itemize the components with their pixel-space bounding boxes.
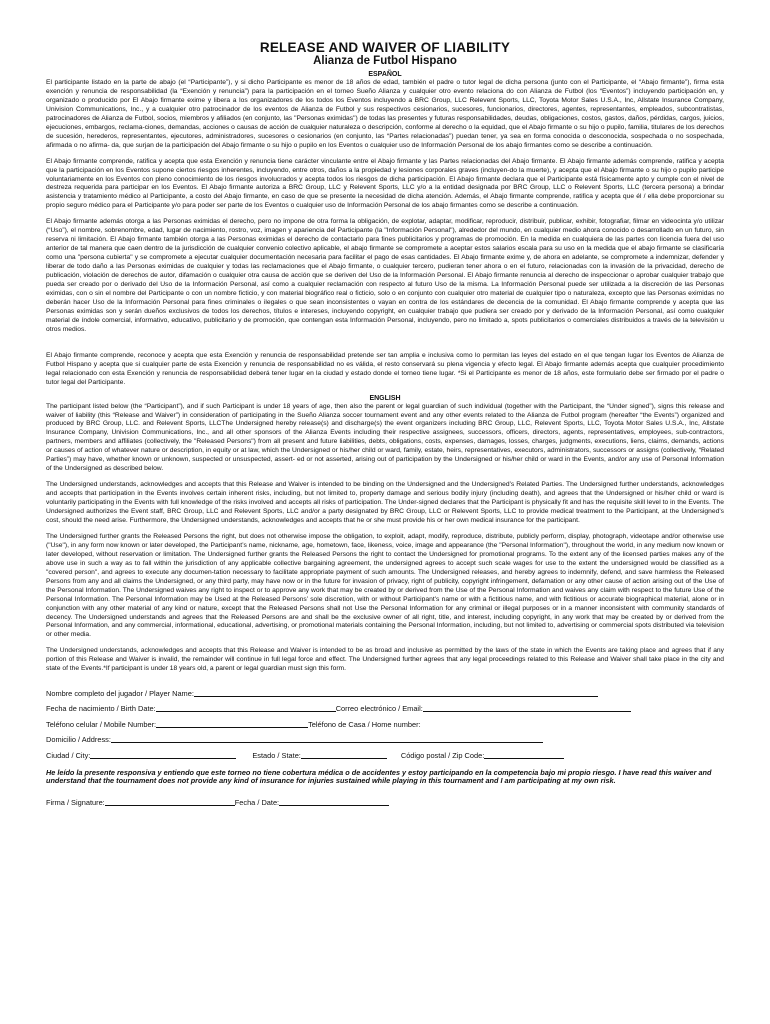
city-field[interactable] — [90, 750, 236, 759]
document-title: RELEASE AND WAIVER OF LIABILITY — [259, 40, 511, 55]
player-name-label: Nombre completo del jugador / Player Name: — [46, 688, 194, 698]
spanish-paragraph-4: El Abajo firmante comprende, reconoce y acepta que esta Exención y renuncia de responsabilidad pretende ser tan amplia e inclusiva como lo permitan las leyes del estado en el que tengan lugar los Eventos de Alianza de Futbol Hispano y acepta que si cualquier parte de esta Exención y renuncia de responsabilidad no es válida, el resto conservará su plena vigencia y efecto legal. El Abajo firmante además acepta que cualquier procedimiento legal relacionado con esta Exención y renuncia de responsabilidad deberá tener lugar en la ciudad y estado donde el torneo tiene lugar. *Si el Participante es menor de 18 años, este formulario debe ser firmado por el padre o tutor legal del Participante. — [46, 351, 724, 386]
signature-field[interactable] — [105, 797, 235, 806]
date-label: Fecha / Date: — [234, 797, 280, 807]
home-number-label: Teléfono de Casa / Home number: — [308, 719, 421, 729]
address-field[interactable] — [111, 734, 543, 743]
state-field[interactable] — [301, 750, 387, 759]
birth-email-row — [46, 698, 724, 714]
zip-field[interactable] — [484, 750, 564, 759]
signature-label: Firma / Signature: — [46, 797, 105, 807]
mobile-label: Teléfono celular / Mobile Number: — [46, 719, 157, 729]
address-label: Domicilio / Address: — [46, 735, 111, 745]
date-field[interactable] — [279, 797, 389, 806]
address-row — [46, 729, 724, 745]
registration-fields — [46, 682, 724, 760]
spanish-paragraph-2: El Abajo firmante comprende, ratifica y acepta que esta Exención y renuncia tiene carácter vinculante entre el Abajo firmante y las Partes relacionadas del Abajo firmante. El Abajo firmante además comprende, ratifica y acepta que la participación en los Eventos supone ciertos riesgos inherentes, incluyendo, entre otros, daños a la propiedad y lesiones corporales graves (incluyen-do la muerte), y acepta que el Abajo firmante o su hijo o pupilo participe voluntariamente en los Eventos con pleno conocimiento de los riesgos involucrados y acepta todos los riesgos de dicha participación. El Abajo firmante declara que el Participante está físicamente apto y cumple con el nivel de destreza requerida para participar en los Eventos. El Abajo firmante autoriza a BRC Group, LLC y Relevent Sports, LLC y/o a la entidad designada por BRC Group, LLC o Relevent Sports, LLC (tercera persona) a brindar asistencia y tratamiento médico al Participante, a costo del Abajo firmante, en caso de que se presente la necesidad de dicha atención. Además, el Abajo firmante comprende, ratifica y acepta que él / ella debe proporcionar su propio seguro médico para el Participante y/o para poder ser parte de los Eventos o cualquier uso de Información Personal de los abajo firmantes como se describe a continuación. — [46, 157, 724, 210]
birth-date-field[interactable] — [156, 703, 336, 712]
player-name-field[interactable] — [194, 688, 598, 697]
city-label: Ciudad / City: — [46, 750, 91, 760]
risk-acknowledgement: He leído la presente responsiva y entiendo que este torneo no tiene cobertura médica o de accidentes y estoy participando en la competencia bajo mi propio riesgo. I have read this waiver and understand that the tournament does not provide any kind of insurance for injuries sustained while playing in this tournament and I am participating at my own risk. — [46, 767, 712, 786]
player-name-row — [46, 682, 724, 698]
city-state-zip-row — [46, 744, 724, 760]
birth-date-label: Fecha de nacimiento / Birth Date: — [46, 704, 156, 714]
english-paragraph-4: The Undersigned understands, acknowledges and accepts that this Release and Waiver is intended to be as broad and inclusive as permitted by the laws of the state in which the Events are taking place and agrees that if any portion of this Release and Waiver is invalid, the remainder will continue in full legal force and effect. The Undersigned further agrees that any legal proceedings related to this Release and Waiver shall take place in the city and state of the Events.*If participant is under 18 years old, a parent or legal guardian must sign this form. — [46, 647, 724, 673]
phone-row — [46, 713, 724, 729]
state-label: Estado / State: — [252, 750, 301, 760]
spanish-heading: ESPAÑOL — [368, 71, 402, 78]
spanish-paragraph-1: El participante listado en la parte de abajo (el “Participante”), y si dicho Participante es menor de 18 años de edad, también el padre o tutor legal de dicha persona (junto con el Participante, el “Abajo firmante”), firma esta exención y renuncia de responsabilidad (la “Exención y renuncia”) para la participación en el torneo Sueño Alianza y cualquier otro evento relaciona do con Alianza de Futbol (los “Eventos”) incluyendo participación en, y organizado o producido por El Abajo firmante exime y libera a los organizadores de los todos los Eventos incluyendo a BRC Group, LLC Relevent Sports, LLC, Toyota Motor Sales U.S.A., Inc, Allstate Insurance Company, Univision Communications, Inc., y a cualquier otro patrocinador de los eventos de Alianza de Futbol y sus respectivos cesionarios, sucesores, funcionarios, directores, agentes, representantes, empleados, subcontratistas, patrocinadores de Alianza de Futbol, socios, miembros y afiliados (en conjunto, las "Personas eximidas") de todas las presentes y futuras responsabilidades, deudas, obligaciones, costos, gastos, daños, pérdidas, cargos, juicios, ejecuciones, embargos, reclama-ciones, demandas, acciones o causas de acción de cualquier naturaleza o descripción, conforme al derecho o la equidad, que el Abajo firmante o su hijo o pupilo, familia, titulares de los derechos de sucesión, herederos, representantes, ejecutores, administradores, sucesores o cesionarios (en conjunto, las “Partes relacionadas”) puedan tener, ya sea en forma conocida o desconocida, sospechada o no sospechada, afirmada o no afirma- da, que surjan de la participación del Abajo firmante o su hijo o pupilo en los Eventos o cualquier uso de Información Personal de los abajo firmantes como se describe a continuación. — [46, 79, 724, 149]
document-subtitle: Alianza de Futbol Hispano — [313, 55, 457, 67]
email-field[interactable] — [423, 703, 631, 712]
english-paragraph-1: The participant listed below (the “Participant”), and if such Participant is under 18 years of age, then also the parent or legal guardian of such individual (together with the Participant, the “Under signed”), signs this release and waiver of liability (this “Release and Waiver”) in consideration of participating in the Sueño Alianza soccer tournament event and any other events related to the Alianza de Futbol program (hereafter “the Events”) organized and produced by BRC Group, LLC. and Relevent Sports, LLCThe Undersigned hereby release(s) and discharge(s) the event organizers including BRC Group, LLC, Relevent Sports, LLC, Toyota Motor Sales U.S.A., Inc, Allstate Insurance Company, Univision Communications, Inc., and all other sponsors of the Alianza Events including their respective assignees, successors, officers, directors, agents, representatives, employees, sub-contractors, partners, members and affiliates (collectively, the "Released Persons") from all present and future liabilities, debts, obligations, costs, expenses, damages, losses, charges, judgments, executions, liens, claims, demands, actions or causes of action of whatever nature or description, in equity or at law, which the Undersigned or his/her child or ward, family, estate, heirs, representatives, executors, administrators, successors or assigns (collectively, “Related Parties”) may have, whether known or unknown, suspected or unsuspected, assert- ed or not asserted, arising out of participation by the Undersigned or his/her child or ward in the Events, and/or any use of Personal Information of the Undersigned as described below. — [46, 402, 724, 473]
english-paragraph-3: The Undersigned further grants the Released Persons the right, but does not otherwise impose the obligation, to exploit, adapt, modify, reproduce, distribute, publicly perform, display, photograph, videotape and/or otherwise use ("Use"), in any form now known or later developed, the Participant’s name, nickname, age, hometown, face, likeness, voice, image and appearance (the "Personal Information"), throughout the world, in any medium now known or later developed, without reservation or limitation. The Undersigned further grants the Released Persons the right to contact the Undersigned for promotional programs. To the extent any of the licensed parties makes any of the above use in such a way as to fall within the jurisdiction of any applicable collective bargaining agreement, the undersigned agrees to accept such scale wages for use to the extent the undersigned would be classified as a "covered person", and agrees to execute any documen-tation necessary to facilitate appropriate payment of such amounts. The Undersigned releases, and hereby agrees to indemnify, defend, and save harmless the Released Persons from any and all claims the Undersigned, or any third party, may have now or in the future for invasion of privacy, right of publicity, copyright infringement, defamation or any other cause of action arising out of the Use of the Personal Information. The Undersigned waives any right to inspect or to approve any work that may be created by or derived from the Use of the Personal Information and waives any claim with respect to the future Use of the Personal Information. The Personal Information may be Used at the Released Persons’ sole discretion, with or without Participant’s name or with a fictitious name, and with fictitious or accurate biographical material, alone or in conjunction with any other material of any kind or nature, except that the Released Persons shall not Use the Personal Information for any criminal or illegal purposes or in a manner inconsistent with community standards of decency. The Undersigned understands and agrees that the Released Persons are and shall be the exclusive owner of all right, title, and interest, including copyright, in any work that may be created by or derived from the Personal Information, and any commercial, informational, educational, advertising, or promotional materials containing the Personal Information, including, but not limited to, advertising or commercial spots distributed via television or other media. — [46, 532, 724, 639]
spanish-paragraph-3: El Abajo firmante además otorga a las Personas eximidas el derecho, pero no impone de otra forma la obligación, de explotar, adaptar, modificar, reproducir, distribuir, publicar, exhibir, fotografiar, filmar en videocinta y/o utilizar (“Uso”), el nombre, sobrenombre, edad, lugar de nacimiento, rostro, voz, imagen y apariencia del Participante (la "Información Personal"), alrededor del mundo, en cualquier medio ahora conocido o desarrollado en un futuro, sin reserva ni limitación. El Abajo firmante también otorga a las Personas eximidas el derecho de contactarlo para fines publicitarios y programas de promoción. En la medida en cualquiera de las partes con licencia fuera del uso anterior de tal manera que caen dentro de la jurisdicción de cualquier convenio colectivo aplicable, el abajo firmante se compromete a aceptar estos salarios escala para su uso en la medida que el abajo firmante se clasificaría como una "persona cubierta" y se compromete a ejecutar cualquier documentación necesaria para facilitar el pago de esas cantidades. El Abajo firmante exime y, de ahora en adelante, se compromete a indemnizar, defender y liberar de todo daño a las Personas eximidas de cualquier y todas las reclamaciones que el Abajo firmante, o cualquier tercero, pudieran tener ahora o en el futuro, relacionadas con la invasión de la privacidad, derecho de publicación, violación de derechos de autor, difamación o cualquier otra causa de acción que se deriven del Uso de la Información Personal. El Abajo firmante renuncia al derecho de inspeccionar o aprobar cualquier trabajo que pueda ser creado por o derivado del Uso de la Información Personal, así como a cualquier reclamación con respecto al futuro Uso de la misma. La Información Personal puede ser utilizada a la discreción de las Personas eximidas, con o sin el nombre del Participante o con un nombre ficticio, y con material biográfico real o ficticio, solo o en conjunto con cualquier otro material de cualquier tipo o naturaleza, excepto que las Personas eximidas no deberán hacer Uso de la Información Personal para fines criminales o ilegales o que sean inconsistentes o vayan en contra de los estándares de decencia de la comunidad. El Abajo firmante comprende y acepta que las Personas eximidas son y serán dueños exclusivos de todos los derechos, títulos e intereses, incluyendo copyright, en cualquier trabajo que pudiera ser creado por y derivado de la Información Personal, así como cualquier material de índole comercial, informativo, educativo, publicitario y de promoción, que contengan esta Información Personal, incluyendo, pero no limitado a, spots publicitarios o comerciales distribuidos a través de la televisión u otros medios. — [46, 218, 724, 333]
english-paragraph-2: The Undersigned understands, acknowledges and accepts that this Release and Waiver is intended to be binding on the Undersigned and the Undersigned’s Related Parties. The Undersigned further understands, acknowledges and accepts that participation in the Events involves certain inherent risks, including, but not limited to, property damage and serious bodily injury (including death), and agrees that the Undersigned or his/her child or ward is voluntarily participating in the Events with full knowledge of the risks involved and accepts all risks of participation. The Under-signed declares that the Participant is physically fit and has the requisite skill level to in the Events. The Undersigned authorizes the Event staff, BRC Group, LLC and Relevent Sports, LLC and/or a party designated by BRC Group, LLC or Relevent Sports, LLC to provide medical treatment to the Participant, at the Undersigned’s cost, should the need arise. Furthermore, the Undersigned understands, acknowledges and accepts that he or she must provide his or her own medical insurance for the participant. — [46, 481, 724, 524]
mobile-field[interactable] — [156, 719, 308, 728]
english-heading: ENGLISH — [369, 394, 401, 402]
email-label: Correo electrónico / Email: — [335, 704, 423, 714]
zip-label: Código postal / Zip Code: — [400, 750, 485, 760]
signature-row — [46, 791, 724, 807]
